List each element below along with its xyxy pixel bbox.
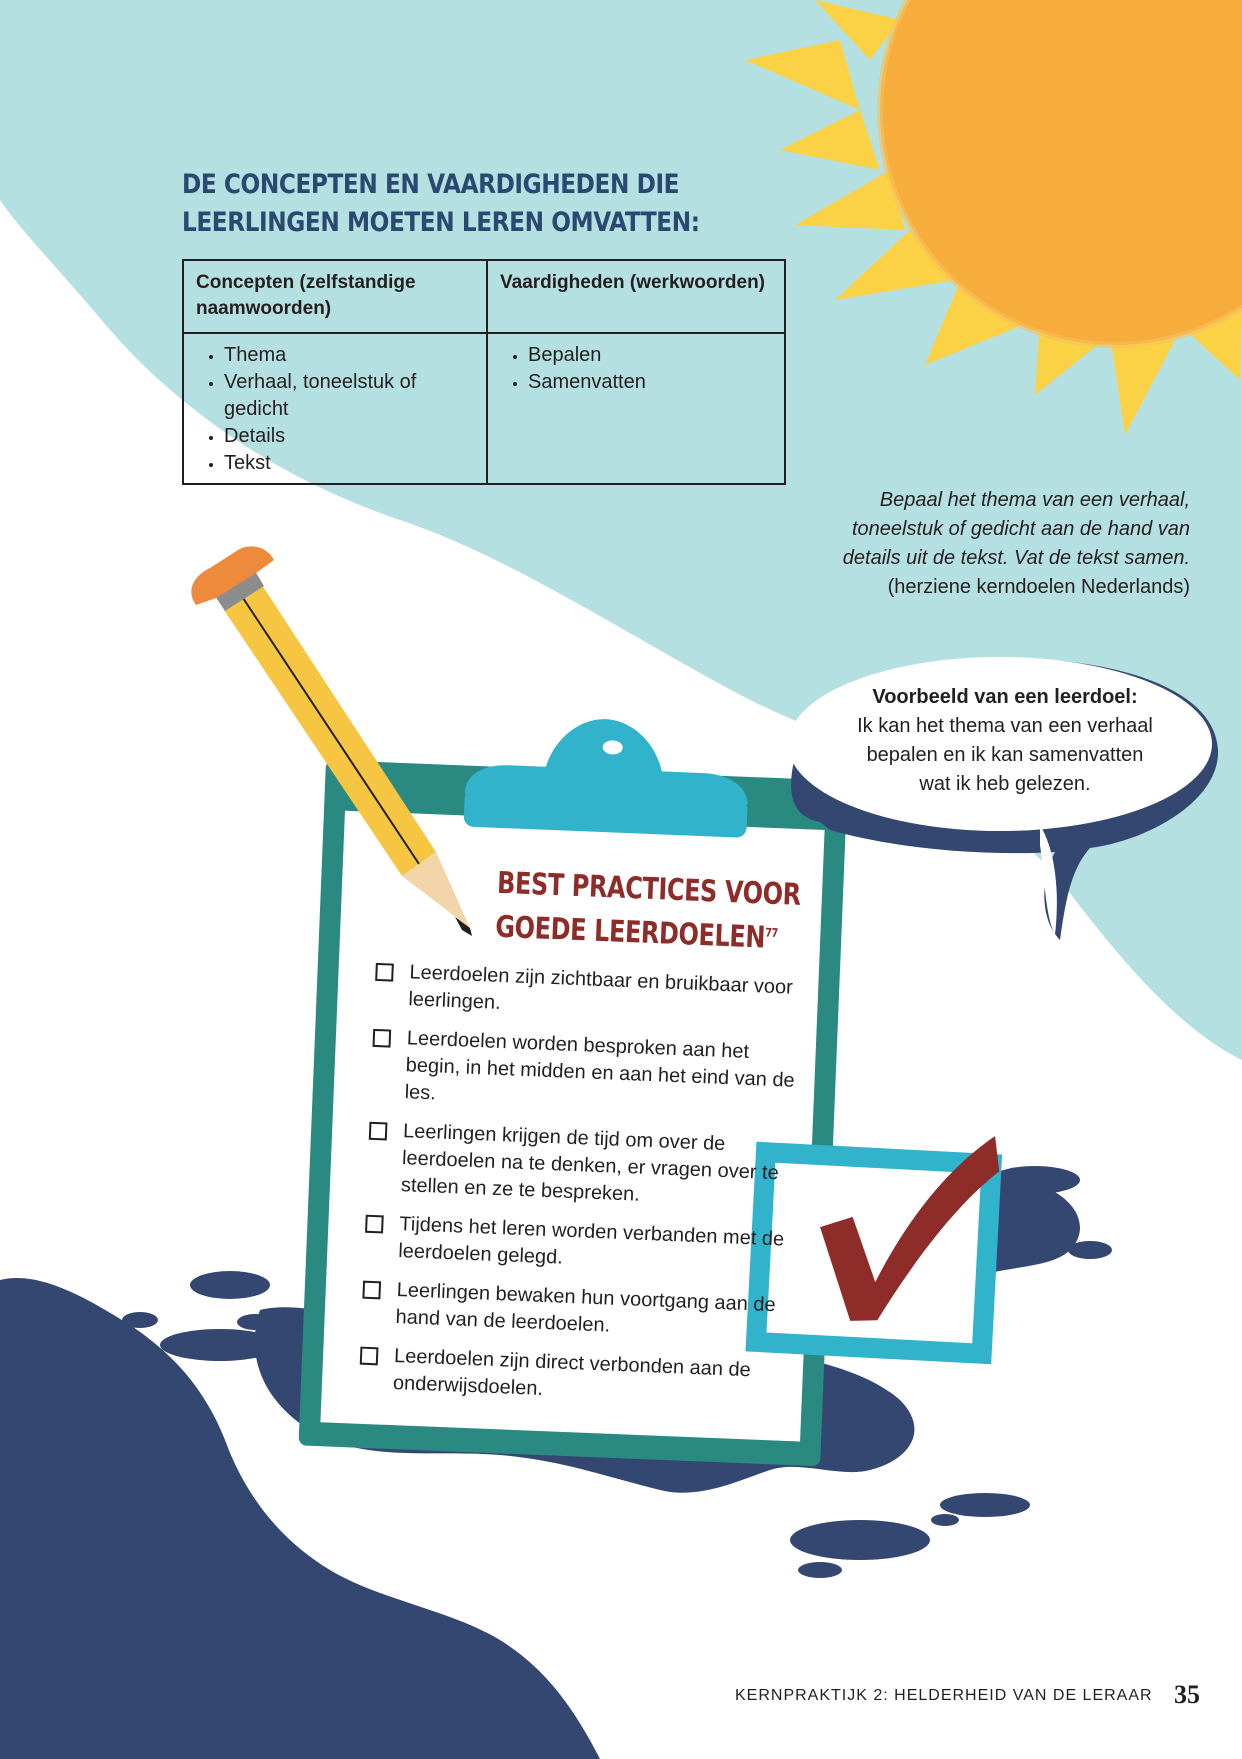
list-item: • Details bbox=[224, 423, 476, 450]
quote-source: (herziene kerndoelen Nederlands) bbox=[887, 576, 1190, 598]
quote-line-3: details uit de tekst. Vat de tekst samen. bbox=[842, 547, 1190, 569]
bubble-line-1: Ik kan het thema van een verhaal bbox=[857, 715, 1153, 737]
concepts-list bbox=[194, 342, 476, 477]
clipboard-title-line-2: GOEDE LEERDOELEN$^{77}$ bbox=[494, 909, 779, 956]
running-footer: KERNPRAKTIJK 2: HELDERHEID VAN DE LERAAR bbox=[735, 1687, 1153, 1704]
clipboard-content bbox=[358, 860, 850, 1426]
concepts-skills-table bbox=[182, 259, 786, 485]
checkbox-icon bbox=[360, 1347, 379, 1366]
table-cell-concepts bbox=[183, 333, 487, 484]
checklist-item: Leerlingen krijgen de tijd om over de leerdoelen na te denken, er vragen over te stellen en ze te bespreken. bbox=[366, 1117, 803, 1215]
clipboard-title bbox=[494, 865, 802, 958]
checklist-item: Leerdoelen zijn zichtbaar en bruikbaar voor leerlingen. bbox=[374, 958, 810, 1029]
checkbox-icon bbox=[372, 1029, 391, 1048]
bubble-title: Voorbeeld van een leerdoel: bbox=[872, 686, 1138, 708]
quote-line-1: Bepaal het thema van een verhaal, bbox=[879, 489, 1190, 511]
skills-list bbox=[498, 342, 774, 396]
table-header-skills: Vaardigheden (werkwoorden) bbox=[487, 260, 785, 333]
table-cell-skills bbox=[487, 333, 785, 484]
quote-line-2: toneelstuk of gedicht aan de hand van bbox=[851, 518, 1190, 540]
page-number: 35 bbox=[1174, 1680, 1200, 1709]
checkbox-icon bbox=[375, 963, 394, 982]
clipboard-title-line-1: BEST PRACTICES VOOR bbox=[496, 865, 802, 913]
speech-bubble-text bbox=[830, 683, 1180, 799]
checklist-item: Tijdens het leren worden verbanden met de leerdoelen gelegd. bbox=[364, 1210, 800, 1281]
table-header-concepts: Concepten (zelfstandige naamwoorden) bbox=[183, 260, 487, 333]
checklist-item: Leerlingen bewaken hun voortgang aan de hand van de leerdoelen. bbox=[361, 1276, 797, 1347]
list-item: • Thema bbox=[224, 342, 476, 369]
list-item: • Samenvatten bbox=[528, 369, 774, 396]
best-practices-checklist bbox=[358, 958, 845, 1415]
checklist-item: Leerdoelen worden besproken aan het begin, in het midden en aan het eind van de les. bbox=[370, 1024, 807, 1122]
page-heading bbox=[182, 166, 700, 242]
checkbox-icon bbox=[362, 1281, 381, 1300]
checkbox-icon bbox=[365, 1215, 384, 1234]
standard-quote bbox=[770, 486, 1190, 602]
list-item: • Verhaal, toneelstuk of gedicht bbox=[224, 369, 476, 423]
heading-line-2: LEERLINGEN MOETEN LEREN OMVATTEN: bbox=[182, 207, 700, 238]
footnote-ref: 77 bbox=[764, 925, 779, 941]
heading-line-1: DE CONCEPTEN EN VAARDIGHEDEN DIE bbox=[182, 169, 680, 200]
checklist-item: Leerdoelen zijn direct verbonden aan de onderwijsdoelen. bbox=[358, 1342, 794, 1413]
list-item: • Tekst bbox=[224, 450, 476, 477]
checkbox-icon bbox=[369, 1122, 388, 1141]
bubble-line-2: bepalen en ik kan samenvatten bbox=[866, 744, 1144, 766]
list-item: • Bepalen bbox=[528, 342, 774, 369]
bubble-line-3: wat ik heb gelezen. bbox=[919, 773, 1091, 795]
